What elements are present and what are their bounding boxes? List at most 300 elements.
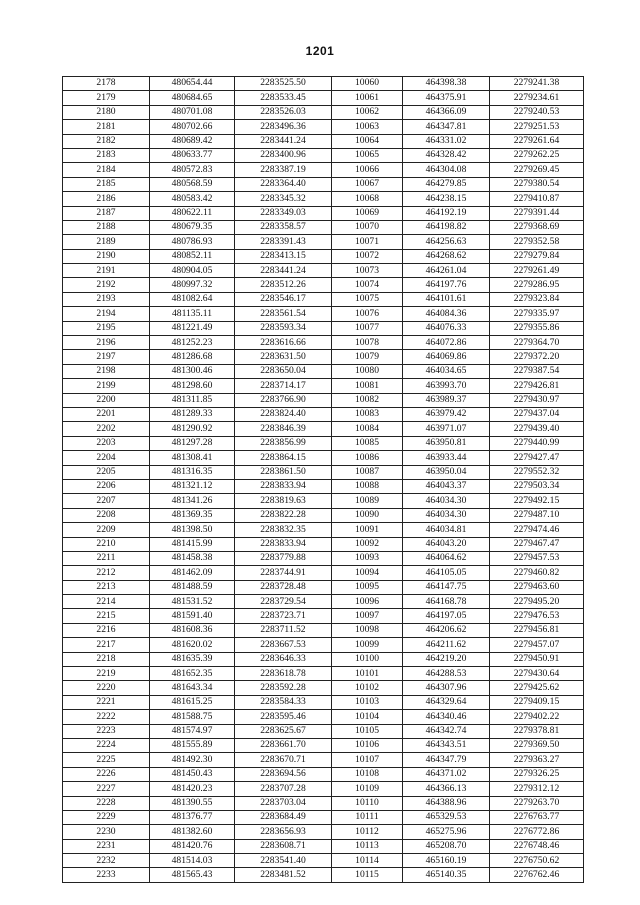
point-number-a-cell: 2194 <box>63 307 150 321</box>
x-coordinate-a-cell: 481420.76 <box>150 839 235 853</box>
x-coordinate-a-cell: 481531.52 <box>150 595 235 609</box>
point-number-b-cell: 10078 <box>332 336 403 350</box>
x-coordinate-b-cell: 464192.19 <box>403 206 490 220</box>
y-coordinate-a-cell: 2283864.15 <box>235 451 332 465</box>
y-coordinate-a-cell: 2283646.33 <box>235 652 332 666</box>
table-row <box>63 422 584 436</box>
y-coordinate-b-cell: 2279355.86 <box>490 321 584 335</box>
x-coordinate-b-cell: 464034.30 <box>403 494 490 508</box>
table-row <box>63 710 584 724</box>
table-row <box>63 163 584 177</box>
y-coordinate-a-cell: 2283631.50 <box>235 350 332 364</box>
point-number-b-cell: 10113 <box>332 839 403 853</box>
x-coordinate-b-cell: 465275.96 <box>403 825 490 839</box>
point-number-b-cell: 10070 <box>332 220 403 234</box>
x-coordinate-a-cell: 481591.40 <box>150 609 235 623</box>
table-row <box>63 479 584 493</box>
point-number-a-cell: 2183 <box>63 148 150 162</box>
y-coordinate-a-cell: 2283684.49 <box>235 810 332 824</box>
y-coordinate-b-cell: 2279286.95 <box>490 278 584 292</box>
table-row <box>63 551 584 565</box>
x-coordinate-b-cell: 464388.96 <box>403 796 490 810</box>
point-number-a-cell: 2231 <box>63 839 150 853</box>
point-number-a-cell: 2203 <box>63 436 150 450</box>
x-coordinate-b-cell: 464069.86 <box>403 350 490 364</box>
point-number-b-cell: 10067 <box>332 177 403 191</box>
y-coordinate-b-cell: 2276750.62 <box>490 854 584 868</box>
x-coordinate-a-cell: 481450.43 <box>150 767 235 781</box>
x-coordinate-b-cell: 464034.81 <box>403 523 490 537</box>
table-row <box>63 249 584 263</box>
x-coordinate-a-cell: 481369.35 <box>150 508 235 522</box>
table-row <box>63 321 584 335</box>
x-coordinate-a-cell: 480702.66 <box>150 120 235 134</box>
x-coordinate-a-cell: 481458.38 <box>150 551 235 565</box>
point-number-b-cell: 10068 <box>332 192 403 206</box>
y-coordinate-a-cell: 2283667.53 <box>235 638 332 652</box>
table-row <box>63 91 584 105</box>
x-coordinate-a-cell: 481252.23 <box>150 336 235 350</box>
x-coordinate-b-cell: 465140.35 <box>403 868 490 882</box>
x-coordinate-a-cell: 481376.77 <box>150 810 235 824</box>
x-coordinate-a-cell: 480583.42 <box>150 192 235 206</box>
table-row <box>63 379 584 393</box>
y-coordinate-a-cell: 2283413.15 <box>235 249 332 263</box>
point-number-b-cell: 10106 <box>332 738 403 752</box>
y-coordinate-a-cell: 2283833.94 <box>235 479 332 493</box>
y-coordinate-a-cell: 2283496.36 <box>235 120 332 134</box>
y-coordinate-a-cell: 2283595.46 <box>235 710 332 724</box>
table-row <box>63 681 584 695</box>
y-coordinate-b-cell: 2279425.62 <box>490 681 584 695</box>
x-coordinate-b-cell: 464211.62 <box>403 638 490 652</box>
point-number-a-cell: 2193 <box>63 292 150 306</box>
table-row <box>63 580 584 594</box>
point-number-a-cell: 2182 <box>63 134 150 148</box>
y-coordinate-b-cell: 2276762.46 <box>490 868 584 882</box>
x-coordinate-b-cell: 463979.42 <box>403 407 490 421</box>
y-coordinate-b-cell: 2279279.84 <box>490 249 584 263</box>
y-coordinate-a-cell: 2283345.32 <box>235 192 332 206</box>
y-coordinate-b-cell: 2279487.10 <box>490 508 584 522</box>
point-number-a-cell: 2233 <box>63 868 150 882</box>
y-coordinate-a-cell: 2283723.71 <box>235 609 332 623</box>
point-number-b-cell: 10088 <box>332 479 403 493</box>
table-row <box>63 494 584 508</box>
y-coordinate-b-cell: 2279457.07 <box>490 638 584 652</box>
x-coordinate-b-cell: 464105.05 <box>403 566 490 580</box>
point-number-b-cell: 10097 <box>332 609 403 623</box>
x-coordinate-a-cell: 481643.34 <box>150 681 235 695</box>
x-coordinate-a-cell: 481608.36 <box>150 623 235 637</box>
point-number-a-cell: 2211 <box>63 551 150 565</box>
x-coordinate-a-cell: 481316.35 <box>150 465 235 479</box>
x-coordinate-a-cell: 481574.97 <box>150 724 235 738</box>
y-coordinate-b-cell: 2279450.91 <box>490 652 584 666</box>
y-coordinate-a-cell: 2283349.03 <box>235 206 332 220</box>
y-coordinate-a-cell: 2283824.40 <box>235 407 332 421</box>
table-row <box>63 436 584 450</box>
point-number-b-cell: 10099 <box>332 638 403 652</box>
x-coordinate-a-cell: 480786.93 <box>150 235 235 249</box>
x-coordinate-a-cell: 480997.32 <box>150 278 235 292</box>
point-number-b-cell: 10061 <box>332 91 403 105</box>
y-coordinate-a-cell: 2283584.33 <box>235 695 332 709</box>
point-number-a-cell: 2213 <box>63 580 150 594</box>
x-coordinate-b-cell: 464304.08 <box>403 163 490 177</box>
x-coordinate-a-cell: 481555.89 <box>150 738 235 752</box>
point-number-b-cell: 10110 <box>332 796 403 810</box>
table-row <box>63 307 584 321</box>
point-number-a-cell: 2192 <box>63 278 150 292</box>
x-coordinate-b-cell: 464366.09 <box>403 105 490 119</box>
y-coordinate-b-cell: 2279410.87 <box>490 192 584 206</box>
point-number-a-cell: 2210 <box>63 537 150 551</box>
point-number-b-cell: 10074 <box>332 278 403 292</box>
point-number-a-cell: 2200 <box>63 393 150 407</box>
point-number-a-cell: 2225 <box>63 753 150 767</box>
point-number-a-cell: 2201 <box>63 407 150 421</box>
point-number-b-cell: 10096 <box>332 595 403 609</box>
table-row <box>63 120 584 134</box>
point-number-a-cell: 2202 <box>63 422 150 436</box>
y-coordinate-a-cell: 2283833.94 <box>235 537 332 551</box>
x-coordinate-b-cell: 464342.74 <box>403 724 490 738</box>
y-coordinate-a-cell: 2283391.43 <box>235 235 332 249</box>
table-row <box>63 192 584 206</box>
point-number-a-cell: 2188 <box>63 220 150 234</box>
x-coordinate-b-cell: 464347.81 <box>403 120 490 134</box>
x-coordinate-a-cell: 481300.46 <box>150 364 235 378</box>
y-coordinate-a-cell: 2283819.63 <box>235 494 332 508</box>
point-number-b-cell: 10066 <box>332 163 403 177</box>
x-coordinate-b-cell: 464375.91 <box>403 91 490 105</box>
table-row <box>63 105 584 119</box>
point-number-b-cell: 10071 <box>332 235 403 249</box>
point-number-a-cell: 2191 <box>63 264 150 278</box>
point-number-a-cell: 2187 <box>63 206 150 220</box>
point-number-b-cell: 10098 <box>332 623 403 637</box>
x-coordinate-b-cell: 464034.65 <box>403 364 490 378</box>
x-coordinate-a-cell: 481311.85 <box>150 393 235 407</box>
y-coordinate-b-cell: 2279312.12 <box>490 782 584 796</box>
y-coordinate-a-cell: 2283400.96 <box>235 148 332 162</box>
point-number-a-cell: 2178 <box>63 77 150 91</box>
x-coordinate-a-cell: 481221.49 <box>150 321 235 335</box>
x-coordinate-a-cell: 481290.92 <box>150 422 235 436</box>
x-coordinate-a-cell: 481321.12 <box>150 479 235 493</box>
x-coordinate-b-cell: 464197.05 <box>403 609 490 623</box>
y-coordinate-a-cell: 2283856.99 <box>235 436 332 450</box>
y-coordinate-a-cell: 2283822.28 <box>235 508 332 522</box>
point-number-b-cell: 10082 <box>332 393 403 407</box>
point-number-a-cell: 2180 <box>63 105 150 119</box>
y-coordinate-b-cell: 2279261.64 <box>490 134 584 148</box>
table-row <box>63 407 584 421</box>
y-coordinate-a-cell: 2283541.40 <box>235 854 332 868</box>
table-row <box>63 451 584 465</box>
y-coordinate-b-cell: 2279335.97 <box>490 307 584 321</box>
point-number-b-cell: 10114 <box>332 854 403 868</box>
x-coordinate-a-cell: 480572.83 <box>150 163 235 177</box>
y-coordinate-b-cell: 2279261.49 <box>490 264 584 278</box>
x-coordinate-b-cell: 464197.76 <box>403 278 490 292</box>
y-coordinate-b-cell: 2279234.61 <box>490 91 584 105</box>
x-coordinate-a-cell: 480633.77 <box>150 148 235 162</box>
x-coordinate-b-cell: 464168.78 <box>403 595 490 609</box>
point-number-a-cell: 2199 <box>63 379 150 393</box>
y-coordinate-a-cell: 2283779.88 <box>235 551 332 565</box>
table-row <box>63 206 584 220</box>
y-coordinate-b-cell: 2279323.84 <box>490 292 584 306</box>
point-number-a-cell: 2184 <box>63 163 150 177</box>
point-number-b-cell: 10064 <box>332 134 403 148</box>
x-coordinate-b-cell: 464219.20 <box>403 652 490 666</box>
table-row <box>63 566 584 580</box>
y-coordinate-a-cell: 2283512.26 <box>235 278 332 292</box>
point-number-a-cell: 2185 <box>63 177 150 191</box>
x-coordinate-a-cell: 480679.35 <box>150 220 235 234</box>
x-coordinate-b-cell: 464347.79 <box>403 753 490 767</box>
x-coordinate-a-cell: 481492.30 <box>150 753 235 767</box>
table-row <box>63 767 584 781</box>
x-coordinate-b-cell: 464366.13 <box>403 782 490 796</box>
point-number-b-cell: 10085 <box>332 436 403 450</box>
point-number-b-cell: 10080 <box>332 364 403 378</box>
y-coordinate-b-cell: 2279456.81 <box>490 623 584 637</box>
y-coordinate-a-cell: 2283832.35 <box>235 523 332 537</box>
x-coordinate-b-cell: 463950.04 <box>403 465 490 479</box>
y-coordinate-b-cell: 2279476.53 <box>490 609 584 623</box>
y-coordinate-a-cell: 2283616.66 <box>235 336 332 350</box>
y-coordinate-b-cell: 2279430.97 <box>490 393 584 407</box>
table-row <box>63 134 584 148</box>
y-coordinate-a-cell: 2283707.28 <box>235 782 332 796</box>
table-row <box>63 595 584 609</box>
y-coordinate-b-cell: 2279240.53 <box>490 105 584 119</box>
x-coordinate-b-cell: 464371.02 <box>403 767 490 781</box>
y-coordinate-a-cell: 2283861.50 <box>235 465 332 479</box>
x-coordinate-a-cell: 481415.99 <box>150 537 235 551</box>
x-coordinate-b-cell: 464398.38 <box>403 77 490 91</box>
y-coordinate-b-cell: 2279492.15 <box>490 494 584 508</box>
y-coordinate-b-cell: 2279427.47 <box>490 451 584 465</box>
point-number-b-cell: 10091 <box>332 523 403 537</box>
point-number-b-cell: 10073 <box>332 264 403 278</box>
point-number-b-cell: 10107 <box>332 753 403 767</box>
point-number-b-cell: 10109 <box>332 782 403 796</box>
y-coordinate-b-cell: 2279437.04 <box>490 407 584 421</box>
y-coordinate-a-cell: 2283441.24 <box>235 134 332 148</box>
point-number-a-cell: 2195 <box>63 321 150 335</box>
point-number-a-cell: 2186 <box>63 192 150 206</box>
point-number-a-cell: 2218 <box>63 652 150 666</box>
table-row <box>63 292 584 306</box>
point-number-b-cell: 10089 <box>332 494 403 508</box>
table-row <box>63 652 584 666</box>
point-number-a-cell: 2222 <box>63 710 150 724</box>
x-coordinate-a-cell: 480568.59 <box>150 177 235 191</box>
y-coordinate-a-cell: 2283846.39 <box>235 422 332 436</box>
x-coordinate-a-cell: 480701.08 <box>150 105 235 119</box>
y-coordinate-a-cell: 2283656.93 <box>235 825 332 839</box>
y-coordinate-b-cell: 2279364.70 <box>490 336 584 350</box>
x-coordinate-a-cell: 481341.26 <box>150 494 235 508</box>
y-coordinate-a-cell: 2283670.71 <box>235 753 332 767</box>
point-number-a-cell: 2228 <box>63 796 150 810</box>
point-number-b-cell: 10094 <box>332 566 403 580</box>
table-row <box>63 278 584 292</box>
x-coordinate-b-cell: 464331.02 <box>403 134 490 148</box>
point-number-a-cell: 2207 <box>63 494 150 508</box>
table-row <box>63 695 584 709</box>
point-number-a-cell: 2221 <box>63 695 150 709</box>
point-number-b-cell: 10111 <box>332 810 403 824</box>
point-number-a-cell: 2224 <box>63 738 150 752</box>
y-coordinate-a-cell: 2283526.03 <box>235 105 332 119</box>
table-row <box>63 782 584 796</box>
x-coordinate-b-cell: 464043.20 <box>403 537 490 551</box>
x-coordinate-b-cell: 464329.64 <box>403 695 490 709</box>
point-number-a-cell: 2227 <box>63 782 150 796</box>
x-coordinate-b-cell: 465160.19 <box>403 854 490 868</box>
table-row <box>63 537 584 551</box>
x-coordinate-a-cell: 481565.43 <box>150 868 235 882</box>
y-coordinate-a-cell: 2283703.04 <box>235 796 332 810</box>
y-coordinate-a-cell: 2283592.28 <box>235 681 332 695</box>
table-row <box>63 393 584 407</box>
x-coordinate-a-cell: 481135.11 <box>150 307 235 321</box>
x-coordinate-b-cell: 465208.70 <box>403 839 490 853</box>
x-coordinate-b-cell: 464307.96 <box>403 681 490 695</box>
y-coordinate-b-cell: 2279241.38 <box>490 77 584 91</box>
x-coordinate-b-cell: 465329.53 <box>403 810 490 824</box>
point-number-a-cell: 2215 <box>63 609 150 623</box>
point-number-b-cell: 10063 <box>332 120 403 134</box>
point-number-a-cell: 2217 <box>63 638 150 652</box>
table-row <box>63 753 584 767</box>
y-coordinate-a-cell: 2283618.78 <box>235 667 332 681</box>
x-coordinate-a-cell: 480684.65 <box>150 91 235 105</box>
point-number-b-cell: 10076 <box>332 307 403 321</box>
table-row <box>63 235 584 249</box>
x-coordinate-a-cell: 481488.59 <box>150 580 235 594</box>
point-number-b-cell: 10081 <box>332 379 403 393</box>
point-number-a-cell: 2223 <box>63 724 150 738</box>
y-coordinate-b-cell: 2279474.46 <box>490 523 584 537</box>
point-number-b-cell: 10062 <box>332 105 403 119</box>
point-number-a-cell: 2220 <box>63 681 150 695</box>
point-number-b-cell: 10095 <box>332 580 403 594</box>
x-coordinate-b-cell: 464340.46 <box>403 710 490 724</box>
y-coordinate-b-cell: 2279402.22 <box>490 710 584 724</box>
y-coordinate-a-cell: 2283593.34 <box>235 321 332 335</box>
y-coordinate-b-cell: 2279467.47 <box>490 537 584 551</box>
point-number-b-cell: 10072 <box>332 249 403 263</box>
table-row <box>63 868 584 882</box>
point-number-b-cell: 10108 <box>332 767 403 781</box>
point-number-b-cell: 10065 <box>332 148 403 162</box>
point-number-b-cell: 10069 <box>332 206 403 220</box>
x-coordinate-b-cell: 463971.07 <box>403 422 490 436</box>
x-coordinate-a-cell: 481390.55 <box>150 796 235 810</box>
point-number-a-cell: 2204 <box>63 451 150 465</box>
x-coordinate-b-cell: 464256.63 <box>403 235 490 249</box>
table-row <box>63 77 584 91</box>
x-coordinate-b-cell: 464043.37 <box>403 479 490 493</box>
table-row <box>63 609 584 623</box>
y-coordinate-a-cell: 2283546.17 <box>235 292 332 306</box>
point-number-a-cell: 2205 <box>63 465 150 479</box>
x-coordinate-b-cell: 463993.70 <box>403 379 490 393</box>
y-coordinate-b-cell: 2279269.45 <box>490 163 584 177</box>
point-number-b-cell: 10101 <box>332 667 403 681</box>
point-number-a-cell: 2229 <box>63 810 150 824</box>
table-row <box>63 854 584 868</box>
y-coordinate-b-cell: 2279503.34 <box>490 479 584 493</box>
x-coordinate-a-cell: 480689.42 <box>150 134 235 148</box>
y-coordinate-b-cell: 2279430.64 <box>490 667 584 681</box>
x-coordinate-a-cell: 480654.44 <box>150 77 235 91</box>
table-row <box>63 264 584 278</box>
x-coordinate-a-cell: 481286.68 <box>150 350 235 364</box>
table-row <box>63 623 584 637</box>
table-row <box>63 220 584 234</box>
point-number-a-cell: 2226 <box>63 767 150 781</box>
point-number-b-cell: 10100 <box>332 652 403 666</box>
x-coordinate-a-cell: 481652.35 <box>150 667 235 681</box>
x-coordinate-b-cell: 464288.53 <box>403 667 490 681</box>
y-coordinate-a-cell: 2283766.90 <box>235 393 332 407</box>
x-coordinate-a-cell: 481082.64 <box>150 292 235 306</box>
point-number-a-cell: 2214 <box>63 595 150 609</box>
y-coordinate-b-cell: 2279378.81 <box>490 724 584 738</box>
x-coordinate-b-cell: 464072.86 <box>403 336 490 350</box>
y-coordinate-a-cell: 2283561.54 <box>235 307 332 321</box>
point-number-a-cell: 2209 <box>63 523 150 537</box>
x-coordinate-b-cell: 464238.15 <box>403 192 490 206</box>
y-coordinate-a-cell: 2283481.52 <box>235 868 332 882</box>
y-coordinate-b-cell: 2279426.81 <box>490 379 584 393</box>
y-coordinate-b-cell: 2276763.77 <box>490 810 584 824</box>
point-number-b-cell: 10075 <box>332 292 403 306</box>
x-coordinate-a-cell: 481297.28 <box>150 436 235 450</box>
table-row <box>63 465 584 479</box>
x-coordinate-a-cell: 481620.02 <box>150 638 235 652</box>
point-number-b-cell: 10105 <box>332 724 403 738</box>
point-number-b-cell: 10079 <box>332 350 403 364</box>
y-coordinate-b-cell: 2279326.25 <box>490 767 584 781</box>
x-coordinate-b-cell: 464279.85 <box>403 177 490 191</box>
point-number-a-cell: 2232 <box>63 854 150 868</box>
point-number-b-cell: 10112 <box>332 825 403 839</box>
point-number-b-cell: 10115 <box>332 868 403 882</box>
table-row <box>63 738 584 752</box>
x-coordinate-a-cell: 481635.39 <box>150 652 235 666</box>
table-row <box>63 350 584 364</box>
point-number-b-cell: 10102 <box>332 681 403 695</box>
point-number-a-cell: 2196 <box>63 336 150 350</box>
y-coordinate-b-cell: 2279352.58 <box>490 235 584 249</box>
point-number-a-cell: 2212 <box>63 566 150 580</box>
y-coordinate-b-cell: 2279457.53 <box>490 551 584 565</box>
y-coordinate-a-cell: 2283744.91 <box>235 566 332 580</box>
point-number-a-cell: 2219 <box>63 667 150 681</box>
table-row <box>63 508 584 522</box>
y-coordinate-b-cell: 2279363.27 <box>490 753 584 767</box>
point-number-a-cell: 2190 <box>63 249 150 263</box>
x-coordinate-b-cell: 463950.81 <box>403 436 490 450</box>
